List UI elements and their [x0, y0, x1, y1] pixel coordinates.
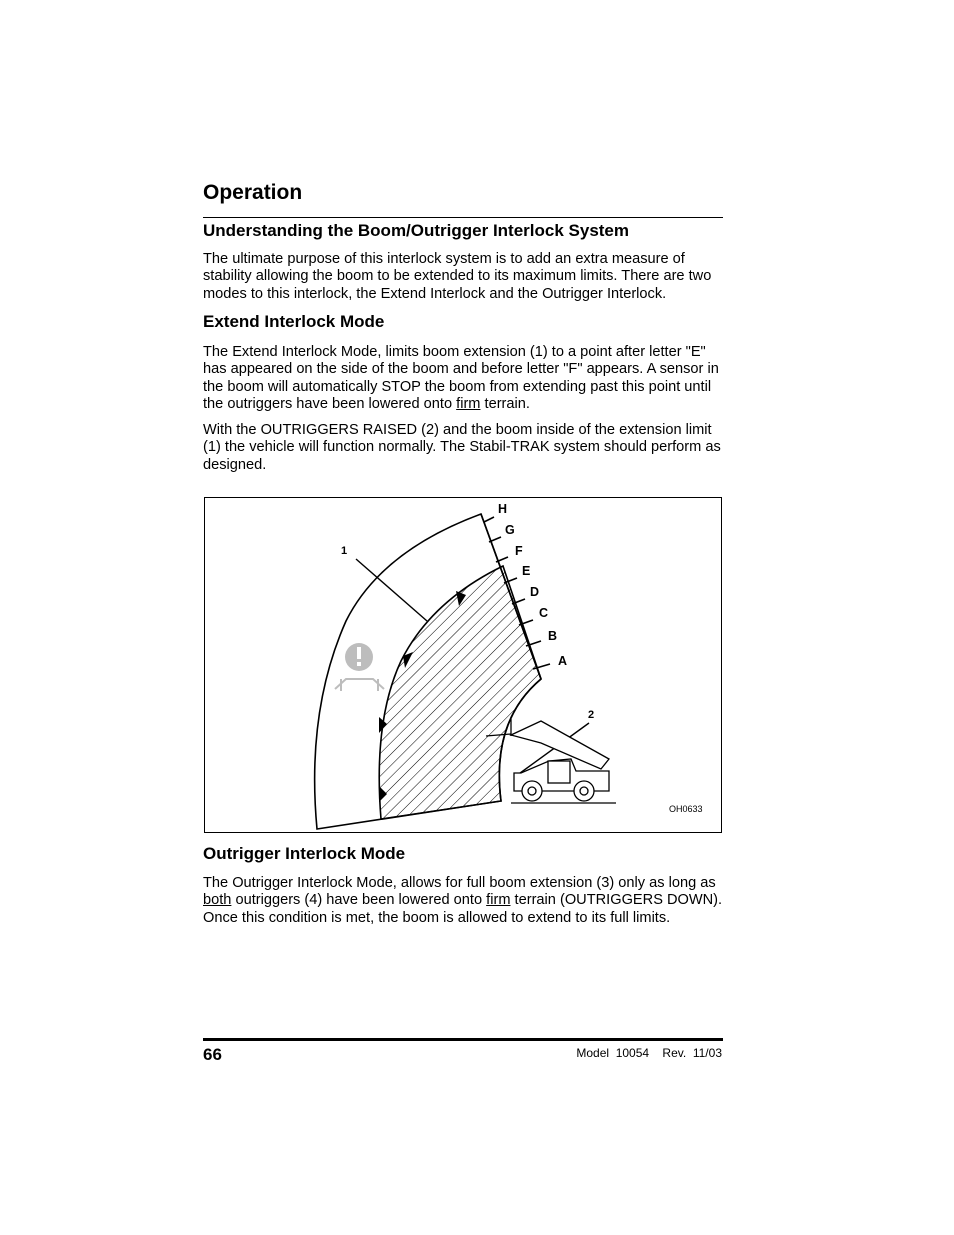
extend-heading: Extend Interlock Mode [203, 312, 385, 331]
letter-e: E [522, 564, 531, 578]
outrigger-heading: Outrigger Interlock Mode [203, 844, 406, 863]
model-revision: Model 10054 Rev. 11/03 [576, 1046, 722, 1060]
extend-text-a: The Extend Interlock Mode, limits boom extension (1) to a point after letter "E" has appeared on the side of the boom and before letter "F" appears. A sensor in the boom will automatically STOP the boom from extending past this point until the outriggers have been lowered onto [203, 344, 719, 412]
letter-a: A [558, 654, 568, 668]
boom-arc-diagram [205, 498, 721, 832]
outrigger-text-c: terrain (OUTRIGGERS DOWN). Once this condition is met, the boom is allowed to extend to its full limits. [203, 892, 723, 926]
letter-c: C [539, 606, 549, 620]
letter-h: H [498, 502, 508, 516]
footer-rule [203, 1038, 723, 1041]
firm-underlined-2: firm [486, 892, 511, 909]
boom-extension-figure [204, 497, 722, 833]
letter-b: B [548, 629, 558, 643]
outrigger-text-b: outriggers (4) have been lowered onto [231, 892, 487, 909]
callout-1-label: 1 [341, 545, 348, 557]
callout-2-label: 2 [588, 709, 595, 721]
letter-f: F [515, 544, 523, 558]
extend-text-b: terrain. [480, 395, 530, 412]
title-rule [203, 217, 723, 218]
firm-underlined: firm [456, 395, 481, 412]
intro-paragraph: The ultimate purpose of this interlock system is to add an extra measure of stability allowing the boom to be extended to its maximum limits. There are two modes to this interlock, the Extend Interlock and the Outrigger Interlock. [203, 251, 712, 302]
outrigger-text-a: The Outrigger Interlock Mode, allows for full boom extension (3) only as long as [203, 875, 716, 891]
both-underlined: both [203, 892, 232, 909]
main-heading: Understanding the Boom/Outrigger Interlock System [203, 221, 630, 240]
figure-code: OH0633 [669, 804, 703, 814]
letter-g: G [505, 523, 515, 537]
page-number: 66 [203, 1045, 222, 1064]
outrigger-paragraph [203, 875, 725, 927]
section-title: Operation [203, 181, 303, 204]
extend-paragraph-1 [203, 344, 725, 413]
letter-d: D [530, 585, 540, 599]
extend-paragraph-2: With the OUTRIGGERS RAISED (2) and the boom inside of the extension limit (1) the vehicle will function normally. The Stabil-TRAK system should perform as designed. [203, 422, 721, 473]
